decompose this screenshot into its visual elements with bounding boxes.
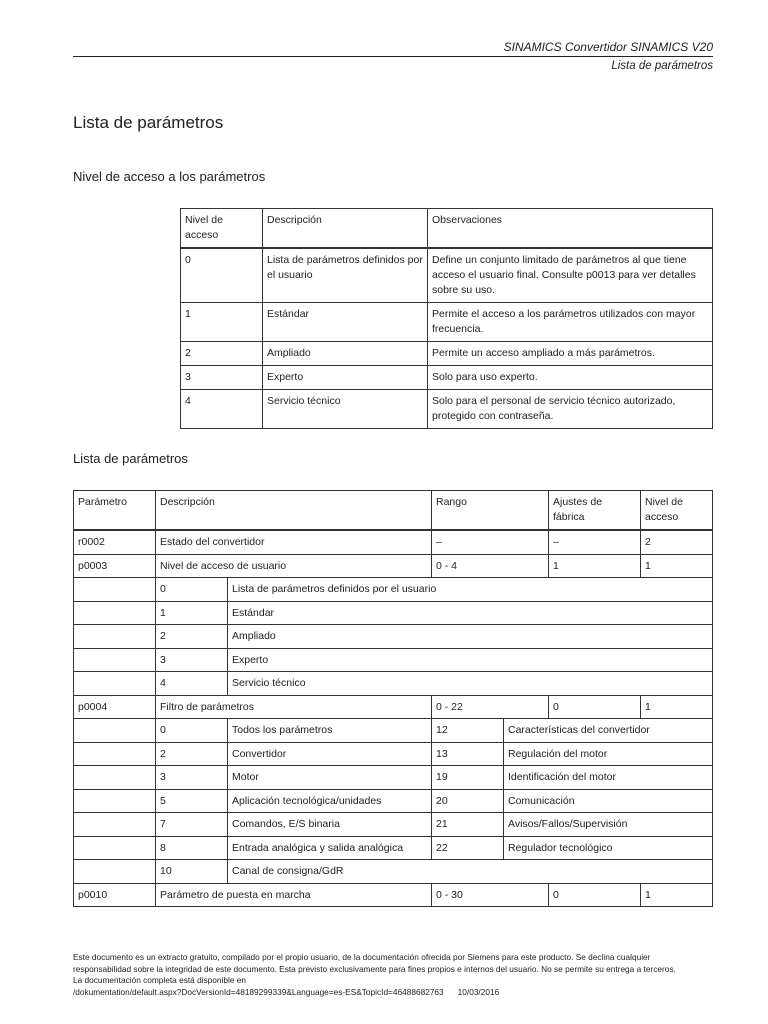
col-header-level: Nivel de acceso xyxy=(181,209,263,249)
table-row xyxy=(181,366,713,390)
empty-cell xyxy=(74,860,156,884)
param-desc: Nivel de acceso de usuario xyxy=(156,554,432,578)
param-level: 1 xyxy=(641,554,713,578)
param-range: – xyxy=(432,530,549,554)
option-value: 8 xyxy=(156,836,228,860)
observations-cell: Permite el acceso a los parámetros utilizados con mayor frecuencia. xyxy=(428,303,713,342)
option-row xyxy=(74,601,713,625)
table-row xyxy=(74,883,713,907)
col-header-description: Descripción xyxy=(156,491,432,531)
footer-disclaimer xyxy=(73,952,723,998)
parameter-list-table xyxy=(73,490,713,907)
col-header-access-level: Nivel de acceso xyxy=(641,491,713,531)
param-id: r0002 xyxy=(74,530,156,554)
level-cell: 2 xyxy=(181,342,263,366)
col-header-factory: Ajustes de fábrica xyxy=(549,491,641,531)
option-text-2: Avisos/Fallos/Supervisión xyxy=(504,813,713,837)
option-value: 10 xyxy=(156,860,228,884)
option-text-2: Características del convertidor xyxy=(504,719,713,743)
option-text: Servicio técnico xyxy=(228,672,713,696)
option-row xyxy=(74,836,713,860)
page-title: Lista de parámetros xyxy=(73,113,224,132)
level-cell: 1 xyxy=(181,303,263,342)
level-cell: 3 xyxy=(181,366,263,390)
description-cell: Estándar xyxy=(263,303,428,342)
option-text: Todos los parámetros xyxy=(228,719,432,743)
description-cell: Servicio técnico xyxy=(263,390,428,429)
option-value: 0 xyxy=(156,578,228,602)
option-value: 7 xyxy=(156,813,228,837)
param-factory: 0 xyxy=(549,883,641,907)
observations-cell: Define un conjunto limitado de parámetros al que tiene acceso el usuario final. Consulte p0013 para ver detalles sobre su uso. xyxy=(428,248,713,303)
param-desc: Parámetro de puesta en marcha xyxy=(156,883,432,907)
table-row xyxy=(181,342,713,366)
option-text: Estándar xyxy=(228,601,713,625)
option-value-2: 22 xyxy=(432,836,504,860)
option-text-2: Identificación del motor xyxy=(504,766,713,790)
table-header-row xyxy=(74,491,713,531)
level-cell: 4 xyxy=(181,390,263,429)
empty-cell xyxy=(74,766,156,790)
footer-line: La documentación completa está disponible en xyxy=(73,975,246,985)
option-row xyxy=(74,719,713,743)
empty-cell xyxy=(74,719,156,743)
option-value: 0 xyxy=(156,719,228,743)
empty-cell xyxy=(74,813,156,837)
option-value: 2 xyxy=(156,742,228,766)
param-desc: Filtro de parámetros xyxy=(156,695,432,719)
col-header-description: Descripción xyxy=(263,209,428,249)
param-id: p0003 xyxy=(74,554,156,578)
header-product: SINAMICS Convertidor SINAMICS V20 xyxy=(503,40,713,54)
param-id: p0004 xyxy=(74,695,156,719)
header-section: Lista de parámetros xyxy=(611,60,713,72)
option-value: 3 xyxy=(156,648,228,672)
option-value: 2 xyxy=(156,625,228,649)
param-factory: 1 xyxy=(549,554,641,578)
table-row xyxy=(181,303,713,342)
empty-cell xyxy=(74,789,156,813)
empty-cell xyxy=(74,836,156,860)
option-value: 5 xyxy=(156,789,228,813)
table-row xyxy=(74,554,713,578)
description-cell: Lista de parámetros definidos por el usuario xyxy=(263,248,428,303)
empty-cell xyxy=(74,578,156,602)
table-row xyxy=(74,530,713,554)
table-row xyxy=(181,248,713,303)
col-header-observations: Observaciones xyxy=(428,209,713,249)
option-text-2: Comunicación xyxy=(504,789,713,813)
header-rule xyxy=(73,56,713,57)
param-level: 1 xyxy=(641,695,713,719)
param-desc: Estado del convertidor xyxy=(156,530,432,554)
option-text: Experto xyxy=(228,648,713,672)
option-row xyxy=(74,766,713,790)
option-text: Motor xyxy=(228,766,432,790)
option-value-2: 19 xyxy=(432,766,504,790)
option-value: 3 xyxy=(156,766,228,790)
observations-cell: Permite un acceso ampliado a más parámetros. xyxy=(428,342,713,366)
option-value: 4 xyxy=(156,672,228,696)
option-row xyxy=(74,813,713,837)
option-value-2: 20 xyxy=(432,789,504,813)
param-range: 0 - 30 xyxy=(432,883,549,907)
option-row xyxy=(74,860,713,884)
params-heading: Lista de parámetros xyxy=(73,451,188,466)
description-cell: Experto xyxy=(263,366,428,390)
param-level: 2 xyxy=(641,530,713,554)
col-header-range: Rango xyxy=(432,491,549,531)
option-text-2: Regulación del motor xyxy=(504,742,713,766)
footer-line: Este documento es un extracto gratuito, compilado por el propio usuario, de la documentación ofrecida por Siemens para este producto. Se declina cualquier xyxy=(73,952,651,962)
level-cell: 0 xyxy=(181,248,263,303)
access-heading: Nivel de acceso a los parámetros xyxy=(73,169,266,184)
option-value-2: 21 xyxy=(432,813,504,837)
option-row xyxy=(74,742,713,766)
empty-cell xyxy=(74,601,156,625)
col-header-parameter: Parámetro xyxy=(74,491,156,531)
option-row xyxy=(74,578,713,602)
param-factory: 0 xyxy=(549,695,641,719)
option-text: Aplicación tecnológica/unidades xyxy=(228,789,432,813)
observations-cell: Solo para el personal de servicio técnico autorizado, protegido con contraseña. xyxy=(428,390,713,429)
footer-date: 10/03/2016 xyxy=(457,986,500,997)
description-cell: Ampliado xyxy=(263,342,428,366)
empty-cell xyxy=(74,625,156,649)
option-row xyxy=(74,789,713,813)
option-row xyxy=(74,672,713,696)
param-id: p0010 xyxy=(74,883,156,907)
footer-link[interactable]: /dokumentation/default.aspx?DocVersionId=48189299339&Language=es-ES&TopicId=46488682763 xyxy=(73,986,444,997)
footer-line xyxy=(73,987,723,999)
option-text: Canal de consigna/GdR xyxy=(228,860,713,884)
option-value-2: 13 xyxy=(432,742,504,766)
empty-cell xyxy=(74,672,156,696)
table-header-row xyxy=(181,209,713,249)
option-text: Lista de parámetros definidos por el usuario xyxy=(228,578,713,602)
access-level-table xyxy=(180,208,713,429)
option-row xyxy=(74,625,713,649)
option-text: Comandos, E/S binaria xyxy=(228,813,432,837)
option-value: 1 xyxy=(156,601,228,625)
observations-cell: Solo para uso experto. xyxy=(428,366,713,390)
param-range: 0 - 4 xyxy=(432,554,549,578)
empty-cell xyxy=(74,742,156,766)
option-text: Convertidor xyxy=(228,742,432,766)
param-level: 1 xyxy=(641,883,713,907)
option-text: Entrada analógica y salida analógica xyxy=(228,836,432,860)
param-range: 0 - 22 xyxy=(432,695,549,719)
param-factory: – xyxy=(549,530,641,554)
footer-line: responsabilidad sobre la integridad de este documento. Esta previsto exclusivamente para fines propios e internos del usuario. No se permite su entrega a terceros. xyxy=(73,963,676,974)
table-row xyxy=(74,695,713,719)
empty-cell xyxy=(74,648,156,672)
option-text: Ampliado xyxy=(228,625,713,649)
table-row xyxy=(181,390,713,429)
option-value-2: 12 xyxy=(432,719,504,743)
option-text-2: Regulador tecnológico xyxy=(504,836,713,860)
option-row xyxy=(74,648,713,672)
